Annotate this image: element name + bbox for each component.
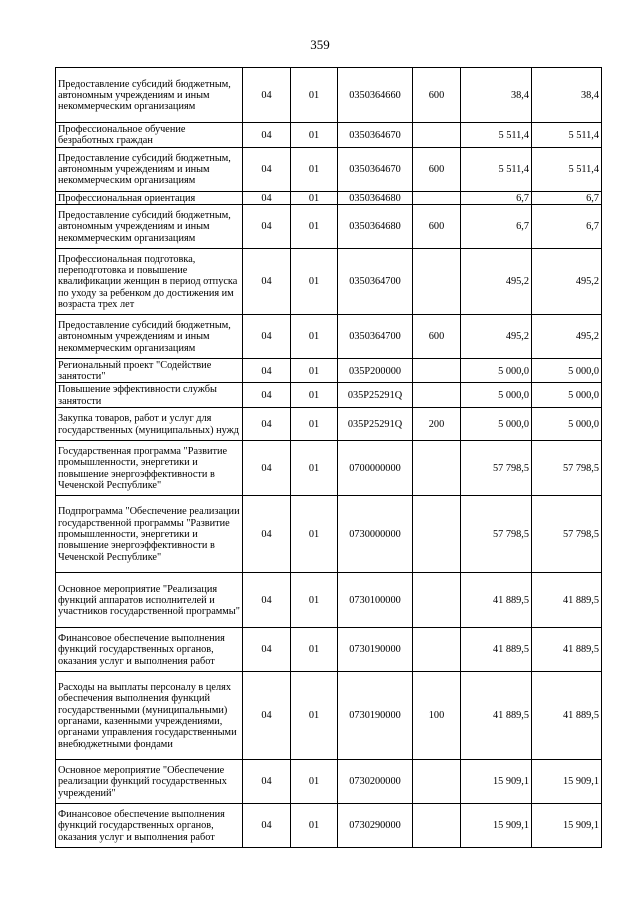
cell-amount-1: 5 511,4 [461,147,532,191]
table-row [56,383,602,408]
cell-amount-2: 6,7 [532,204,602,248]
cell-section: 04 [243,804,291,848]
cell-amount-1: 495,2 [461,314,532,358]
cell-expense-type: 600 [413,68,461,123]
cell-section: 04 [243,358,291,383]
cell-amount-2: 15 909,1 [532,760,602,804]
cell-amount-1: 5 000,0 [461,358,532,383]
cell-section: 04 [243,628,291,672]
table-row [56,123,602,148]
cell-name: Закупка товаров, работ и услуг для государственных (муниципальных) нужд [56,408,243,441]
cell-target-article: 0350364700 [338,314,413,358]
table-body [56,68,602,848]
cell-section: 04 [243,68,291,123]
cell-name: Профессиональная подготовка, переподготовка и повышение квалификации женщин в период отпуска по уходу за ребенком до достижения им возраста трех лет [56,248,243,314]
cell-section: 04 [243,496,291,573]
cell-amount-2: 495,2 [532,248,602,314]
cell-amount-1: 5 000,0 [461,383,532,408]
table-row [56,147,602,191]
cell-name: Профессиональное обучение безработных граждан [56,123,243,148]
cell-target-article: 0350364700 [338,248,413,314]
cell-amount-1: 5 511,4 [461,123,532,148]
cell-target-article: 0350364680 [338,204,413,248]
cell-expense-type [413,628,461,672]
cell-name: Государственная программа "Развитие промышленности, энергетики и повышение энергоэффективности в Чеченской Республике" [56,441,243,496]
cell-expense-type: 600 [413,314,461,358]
cell-amount-2: 41 889,5 [532,672,602,760]
cell-amount-2: 41 889,5 [532,573,602,628]
cell-amount-1: 41 889,5 [461,573,532,628]
cell-amount-2: 41 889,5 [532,628,602,672]
cell-target-article: 035P25291Q [338,408,413,441]
cell-amount-2: 15 909,1 [532,804,602,848]
cell-expense-type [413,441,461,496]
cell-section: 04 [243,248,291,314]
cell-section: 04 [243,123,291,148]
table-row [56,408,602,441]
cell-amount-2: 5 000,0 [532,408,602,441]
cell-expense-type [413,123,461,148]
cell-name: Региональный проект "Содействие занятости" [56,358,243,383]
table-row [56,248,602,314]
cell-section: 04 [243,441,291,496]
cell-subsection: 01 [291,408,338,441]
budget-table [55,67,602,848]
cell-name: Предоставление субсидий бюджетным, автономным учреждениям и иным некоммерческим организациям [56,147,243,191]
cell-section: 04 [243,573,291,628]
cell-amount-1: 495,2 [461,248,532,314]
table-row [56,496,602,573]
cell-name: Основное мероприятие "Обеспечение реализации функций государственных учреждений" [56,760,243,804]
cell-amount-1: 6,7 [461,204,532,248]
cell-amount-2: 38,4 [532,68,602,123]
cell-target-article: 035P200000 [338,358,413,383]
cell-amount-1: 57 798,5 [461,441,532,496]
cell-expense-type [413,191,461,204]
cell-section: 04 [243,191,291,204]
page-number: 359 [310,37,330,52]
cell-subsection: 01 [291,314,338,358]
cell-expense-type [413,383,461,408]
table-row [56,760,602,804]
cell-name: Профессиональная ориентация [56,191,243,204]
cell-name: Основное мероприятие "Реализация функций аппаратов исполнителей и участников государственной программы" [56,573,243,628]
cell-expense-type: 100 [413,672,461,760]
cell-expense-type: 600 [413,204,461,248]
cell-amount-2: 6,7 [532,191,602,204]
cell-amount-1: 57 798,5 [461,496,532,573]
table-row [56,804,602,848]
cell-subsection: 01 [291,573,338,628]
cell-subsection: 01 [291,441,338,496]
table-row [56,628,602,672]
cell-target-article: 0350364680 [338,191,413,204]
cell-amount-1: 5 000,0 [461,408,532,441]
cell-section: 04 [243,408,291,441]
cell-section: 04 [243,314,291,358]
table-row [56,204,602,248]
cell-target-article: 0730100000 [338,573,413,628]
cell-expense-type [413,760,461,804]
cell-target-article: 0730190000 [338,672,413,760]
table-row [56,314,602,358]
cell-amount-1: 15 909,1 [461,760,532,804]
cell-name: Предоставление субсидий бюджетным, автономным учреждениям и иным некоммерческим организациям [56,68,243,123]
cell-expense-type: 600 [413,147,461,191]
cell-subsection: 01 [291,628,338,672]
cell-amount-1: 6,7 [461,191,532,204]
cell-subsection: 01 [291,804,338,848]
cell-expense-type [413,804,461,848]
cell-expense-type [413,358,461,383]
cell-expense-type [413,496,461,573]
cell-subsection: 01 [291,123,338,148]
cell-subsection: 01 [291,147,338,191]
cell-name: Предоставление субсидий бюджетным, автономным учреждениям и иным некоммерческим организациям [56,204,243,248]
cell-target-article: 0730200000 [338,760,413,804]
cell-section: 04 [243,147,291,191]
cell-target-article: 0350364670 [338,147,413,191]
cell-amount-2: 57 798,5 [532,496,602,573]
cell-subsection: 01 [291,248,338,314]
cell-name: Финансовое обеспечение выполнения функций государственных органов, оказания услуг и выполнения работ [56,804,243,848]
cell-amount-1: 38,4 [461,68,532,123]
cell-name: Расходы на выплаты персоналу в целях обеспечения выполнения функций государственными (муниципальными) органами, казенными учреждениями, органами управления государственными внебюджетными фондами [56,672,243,760]
cell-amount-1: 15 909,1 [461,804,532,848]
cell-subsection: 01 [291,204,338,248]
cell-name: Предоставление субсидий бюджетным, автономным учреждениям и иным некоммерческим организациям [56,314,243,358]
cell-amount-2: 57 798,5 [532,441,602,496]
cell-amount-2: 5 511,4 [532,147,602,191]
cell-name: Повышение эффективности службы занятости [56,383,243,408]
table-row [56,191,602,204]
cell-target-article: 0700000000 [338,441,413,496]
cell-target-article: 035P25291Q [338,383,413,408]
cell-expense-type [413,248,461,314]
cell-expense-type [413,573,461,628]
cell-amount-2: 5 000,0 [532,358,602,383]
cell-section: 04 [243,760,291,804]
cell-subsection: 01 [291,358,338,383]
table-row [56,68,602,123]
table-row [56,358,602,383]
cell-subsection: 01 [291,496,338,573]
cell-section: 04 [243,204,291,248]
cell-target-article: 0350364660 [338,68,413,123]
cell-name: Финансовое обеспечение выполнения функций государственных органов, оказания услуг и выполнения работ [56,628,243,672]
cell-section: 04 [243,672,291,760]
table-row [56,672,602,760]
cell-expense-type: 200 [413,408,461,441]
table-row [56,441,602,496]
cell-amount-2: 495,2 [532,314,602,358]
cell-subsection: 01 [291,760,338,804]
cell-section: 04 [243,383,291,408]
cell-subsection: 01 [291,68,338,123]
cell-amount-1: 41 889,5 [461,672,532,760]
cell-amount-2: 5 511,4 [532,123,602,148]
cell-subsection: 01 [291,191,338,204]
cell-target-article: 0350364670 [338,123,413,148]
cell-target-article: 0730190000 [338,628,413,672]
cell-subsection: 01 [291,672,338,760]
cell-amount-2: 5 000,0 [532,383,602,408]
cell-subsection: 01 [291,383,338,408]
cell-amount-1: 41 889,5 [461,628,532,672]
cell-name: Подпрограмма "Обеспечение реализации государственной программы "Развитие промышленности, энергетики и повышение энергоэффективности в Чеченской Республике" [56,496,243,573]
cell-target-article: 0730290000 [338,804,413,848]
cell-target-article: 0730000000 [338,496,413,573]
table-row [56,573,602,628]
